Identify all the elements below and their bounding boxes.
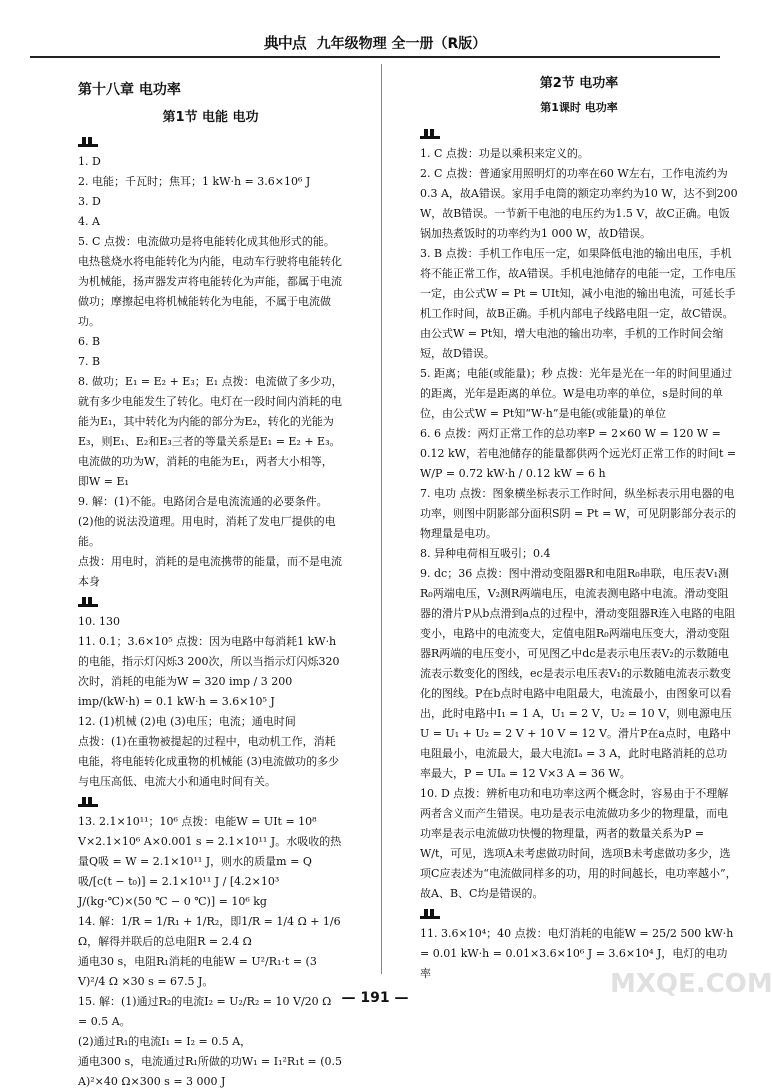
answer-item: 8. 异种电荷相互吸引；0.4: [420, 547, 551, 560]
answer-item: 3. B 点拨：手机工作电压一定，如果降低电池的输出电压，手机将不能正常工作，故A错误。手机电池储存的电能一定，工作电压一定，由公式W = Pt = UIt知，减小电池的输出电流，可延长手机工作时间，故B正确。手机内部电子线路电阻一定，故C错误。由公式W = Pt知，增大电池的输出功率，手机的工作时间会缩短，故D错误。: [420, 247, 736, 360]
subsection-title: 第1课时 电功率: [540, 101, 618, 114]
answer-item: 7. 电功 点拨：图象横坐标表示工作时间，纵坐标表示用电器的电功率，则图中阴影部分面积S阴 = Pt = W，可见阴影部分表示的物理量是电功。: [420, 487, 737, 540]
column-divider: [381, 64, 382, 974]
section-title: 第1节 电能 电功: [162, 110, 259, 125]
right-column: [420, 70, 738, 984]
answer-item: 2. C 点拨：普通家用照明灯的功率在60 W左右，工作电流约为0.3 A，故A错误。家用手电筒的额定功率约为10 W，达不到200 W，故B错误。一节新干电池的电压约为1.5 V，故C正确。电饭锅加热煮饭时的功率约为1 000 W，故D错误。: [420, 167, 738, 240]
answer-item: (2)通过R₁的电流I₁ = I₂ = 0.5 A，: [78, 1035, 252, 1048]
answer-group: [78, 812, 343, 1092]
answer-item: 15. 解：(1)通过R₂的电流I₂ = U₂/R₂ = 10 V/20 Ω = 0.5 A。: [78, 995, 332, 1028]
answer-item: 2. 电能；千瓦时；焦耳；1 kW·h = 3.6×10⁶ J: [78, 175, 311, 188]
answer-item: 9. 解：(1)不能。电路闭合是电流流通的必要条件。: [78, 495, 328, 508]
level-marker-icon: [78, 134, 343, 150]
answer-group: [78, 152, 343, 592]
answer-item: 点拨：用电时，消耗的是电流携带的能量，而不是电流本身: [78, 555, 342, 588]
answer-item: 8. 做功；E₁ = E₂ + E₃；E₁ 点拨：电流做了多少功，就有多少电能发生了转化。电灯在一段时间内消耗的电能为E₁，其中转化为内能的部分为E₂，转化的光能为E₃，则E₁、E₂和E₃三者的等量关系是E₁ = E₂ + E₃。电流做的功为W，消耗的电能为E₁，两者大小相等，即W = E₁: [78, 375, 343, 488]
left-column: [78, 70, 343, 1092]
answer-item: 14. 解：1/R = 1/R₁ + 1/R₂，即1/R = 1/4 Ω + 1/6 Ω，解得并联后的总电阻R = 2.4 Ω: [78, 915, 341, 948]
answer-item: 6. B: [78, 335, 101, 348]
answer-item: 5. C 点拨：电流做功是将电能转化成其他形式的能。电热毯烧水将电能转化为内能，电动车行驶将电能转化为机械能，扬声器发声将电能转化为声能，都属于电流做功；摩擦起电将机械能转化为电能，不属于电流做功。: [78, 235, 342, 328]
level-marker-icon: [420, 906, 738, 922]
answer-item: 3. D: [78, 195, 101, 208]
page-header: [30, 30, 720, 58]
level-marker-icon: [420, 126, 738, 142]
level-marker-icon: [78, 794, 343, 810]
chapter-title: 第十八章 电功率: [78, 82, 181, 98]
answer-item: 1. C 点拨：功是以乘积来定义的。: [420, 147, 589, 160]
header-title: 九年级物理 全一册（R版）: [316, 36, 487, 52]
answer-item: 7. B: [78, 355, 101, 368]
page-number: — 191 —: [341, 990, 409, 1006]
answer-item: 点拨：(1)在重物被提起的过程中，电动机工作，消耗电能，将电能转化成重物的机械能 (3)电流做功的多少与电压高低、电流大小和通电时间有关。: [78, 735, 340, 788]
answer-item: 4. A: [78, 215, 100, 228]
watermark-logo: MXQE.COM: [610, 969, 773, 999]
section-title: 第2节 电功率: [539, 76, 619, 91]
answer-item: 1. D: [78, 155, 101, 168]
answer-item: 12. (1)机械 (2)电 (3)电压；电流；通电时间: [78, 715, 296, 728]
answer-group: [420, 144, 738, 904]
answer-item: 10. D 点拨：辨析电功和电功率这两个概念时，容易由于不理解两者含义而产生错误。电功是表示电流做功多少的物理量，而电功率是表示电流做功快慢的物理量，两者的数量关系为P = W/t，可见，选项A未考虑做功时间，选项B未考虑做功多少，选项C应表述为“电流做同样多的功，用的时间越长，电功率越小”，故A、B、C均是错误的。: [420, 787, 737, 900]
answer-item: 11. 3.6×10⁴；40 点拨：电灯消耗的电能W = 25/2 500 kW·h = 0.01 kW·h = 0.01×3.6×10⁶ J = 3.6×10⁴ J，电灯的电功率: [420, 927, 734, 980]
answer-item: 13. 2.1×10¹¹；10⁶ 点拨：电能W = UIt = 10⁸ V×2.1×10⁶ A×0.001 s = 2.1×10¹¹ J。水吸收的热量Q吸 = W = 2.1×10¹¹ J，则水的质量m = Q吸/[c(t − t₀)] = 2.1×10¹¹ J / [4.2×10³ J/(kg·℃)×(50 ℃ − 0 ℃)] = 10⁶ kg: [78, 815, 342, 908]
answer-item: 9. dc；36 点拨：图中滑动变阻器R和电阻R₀串联，电压表V₁测R₀两端电压，V₂测R两端电压，电流表测电路中电流。滑动变阻器的滑片P从b点滑到a点的过程中，滑动变阻器R连入电路的电阻变小，电路中的电流变大，定值电阻R₀两端电压变大，滑动变阻器R两端的电压变小，可见图乙中dc是表示电压表V₂的示数随电流表示数变化的图线，ec是表示电压表V₁的示数随电流表示数变化的图线。P在b点时电路中电阻最大，电流最小，由图象可以看出，此时电路中I₁ = 1 A，U₁ = 2 V，U₂ = 10 V，则电源电压U = U₁ + U₂ = 2 V + 10 V = 12 V。滑片P在a点时，电路中电阻最小，电流最大，最大电流Iₐ = 3 A，此时电路消耗的总功率最大，P = UIₐ = 12 V×3 A = 36 W。: [420, 567, 736, 780]
answer-item: 10. 130: [78, 615, 120, 628]
answer-item: (2)他的说法没道理。用电时，消耗了发电厂提供的电能。: [78, 515, 336, 548]
answer-item: 通电300 s，电流通过R₁所做的功W₁ = I₁²R₁t = (0.5 A)²×40 Ω×300 s = 3 000 J: [78, 1055, 343, 1088]
answer-item: 通电30 s，电阻R₁消耗的电能W = U²/R₁·t = (3 V)²/4 Ω ×30 s = 67.5 J。: [78, 955, 317, 988]
answer-item: 5. 距离；电能(或能量)；秒 点拨：光年是光在一年的时间里通过的距离，光年是距离的单位。W是电功率的单位，s是时间的单位，由公式W = Pt知“W·h”是电能(或能量)的单位: [420, 367, 733, 420]
series-logo: 典中点: [263, 34, 306, 52]
answer-item: 6. 6 点拨：两灯正常工作的总功率P = 2×60 W = 120 W = 0.12 kW，若电池储存的能量都供两个远光灯正常工作的时间t = W/P = 0.72 kW·h / 0.12 kW = 6 h: [420, 427, 737, 480]
answer-group: [78, 612, 343, 792]
level-marker-icon: [78, 594, 343, 610]
answer-item: 11. 0.1；3.6×10⁵ 点拨：因为电路中每消耗1 kW·h的电能，指示灯闪烁3 200次，所以当指示灯闪烁320次时，消耗的电能为W = 320 imp / 3 200 imp/(kW·h) = 0.1 kW·h = 3.6×10⁵ J: [78, 635, 340, 708]
